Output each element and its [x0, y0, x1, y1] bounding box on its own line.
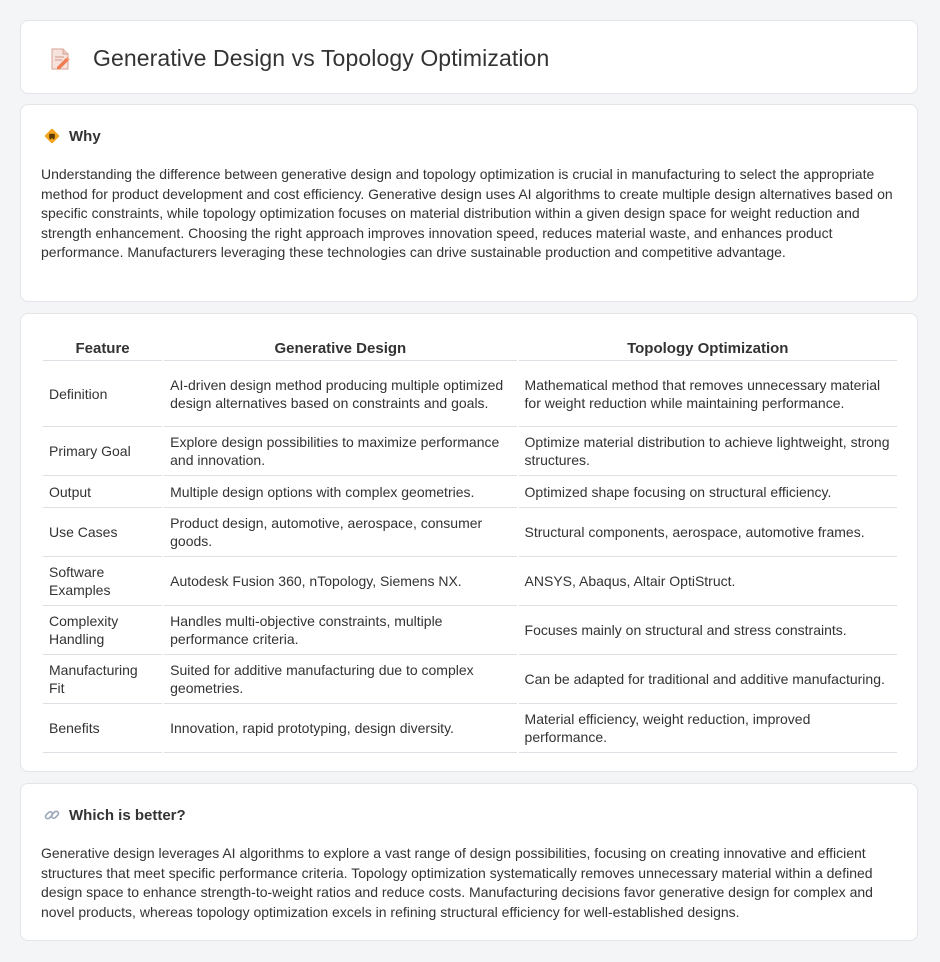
comparison-table	[41, 334, 899, 753]
header-topology-optimization: Topology Optimization	[519, 334, 897, 361]
feature-cell: Complexity Handling	[43, 606, 162, 655]
topology-cell: Structural components, aerospace, automotive frames.	[519, 508, 897, 557]
feature-cell: Software Examples	[43, 557, 162, 606]
topology-cell: ANSYS, Abaqus, Altair OptiStruct.	[519, 557, 897, 606]
topology-cell: Optimize material distribution to achieve lightweight, strong structures.	[519, 427, 897, 476]
pencil-document-icon	[47, 46, 73, 72]
page-title: Generative Design vs Topology Optimization	[93, 45, 550, 71]
feature-cell: Use Cases	[43, 508, 162, 557]
table-row	[43, 606, 897, 655]
comparison-card	[20, 313, 918, 772]
header-feature: Feature	[43, 334, 162, 361]
generative-cell: Autodesk Fusion 360, nTopology, Siemens NX.	[164, 557, 516, 606]
feature-cell: Primary Goal	[43, 427, 162, 476]
feature-cell: Benefits	[43, 704, 162, 753]
table-row	[43, 508, 897, 557]
why-heading: Why	[69, 127, 101, 145]
table-row	[43, 361, 897, 427]
generative-cell: Innovation, rapid prototyping, design diversity.	[164, 704, 516, 753]
which-is-better-section	[20, 783, 918, 941]
feature-cell: Output	[43, 476, 162, 508]
table-row	[43, 427, 897, 476]
topology-cell: Material efficiency, weight reduction, improved performance.	[519, 704, 897, 753]
generative-cell: AI-driven design method producing multiple optimized design alternatives based on constraints and goals.	[164, 361, 516, 427]
header-generative-design: Generative Design	[164, 334, 516, 361]
generative-cell: Explore design possibilities to maximize performance and innovation.	[164, 427, 516, 476]
header-card	[20, 20, 918, 94]
warning-sign-icon	[43, 127, 61, 145]
table-row	[43, 655, 897, 704]
which-is-better-text: Generative design leverages AI algorithms to explore a vast range of design possibilities, focusing on creating innovative and efficient structures that meet specific performance criteria. Topology optimization systematically removes unnecessary material within a defined design space to enhance strength-to-weight ratios and reduce costs. Manufacturing decisions favor generative design for complex and novel products, whereas topology optimization excels in refining structural efficiency for well-established designs.	[41, 845, 873, 920]
table-row	[43, 557, 897, 606]
generative-cell: Suited for additive manufacturing due to complex geometries.	[164, 655, 516, 704]
topology-cell: Focuses mainly on structural and stress constraints.	[519, 606, 897, 655]
why-text: Understanding the difference between generative design and topology optimization is crucial in manufacturing to select the appropriate method for product development and cost efficiency. Generative design uses AI algorithms to create multiple design alternatives based on specific constraints, while topology optimization focuses on material distribution within a given design space for weight reduction and strength enhancement. Choosing the right approach improves innovation speed, reduces material waste, and enhances product performance. Manufacturers leveraging these technologies can drive sustainable production and competitive advantage.	[41, 166, 893, 260]
why-section	[20, 104, 918, 302]
generative-cell: Multiple design options with complex geometries.	[164, 476, 516, 508]
which-is-better-heading: Which is better?	[69, 806, 186, 824]
feature-cell: Manufacturing Fit	[43, 655, 162, 704]
generative-cell: Product design, automotive, aerospace, consumer goods.	[164, 508, 516, 557]
table-row	[43, 476, 897, 508]
link-icon	[43, 806, 61, 824]
generative-cell: Handles multi-objective constraints, multiple performance criteria.	[164, 606, 516, 655]
topology-cell: Mathematical method that removes unnecessary material for weight reduction while maintaining performance.	[519, 361, 897, 427]
table-header-row	[43, 334, 897, 361]
topology-cell: Can be adapted for traditional and additive manufacturing.	[519, 655, 897, 704]
topology-cell: Optimized shape focusing on structural efficiency.	[519, 476, 897, 508]
table-row	[43, 704, 897, 753]
feature-cell: Definition	[43, 361, 162, 427]
